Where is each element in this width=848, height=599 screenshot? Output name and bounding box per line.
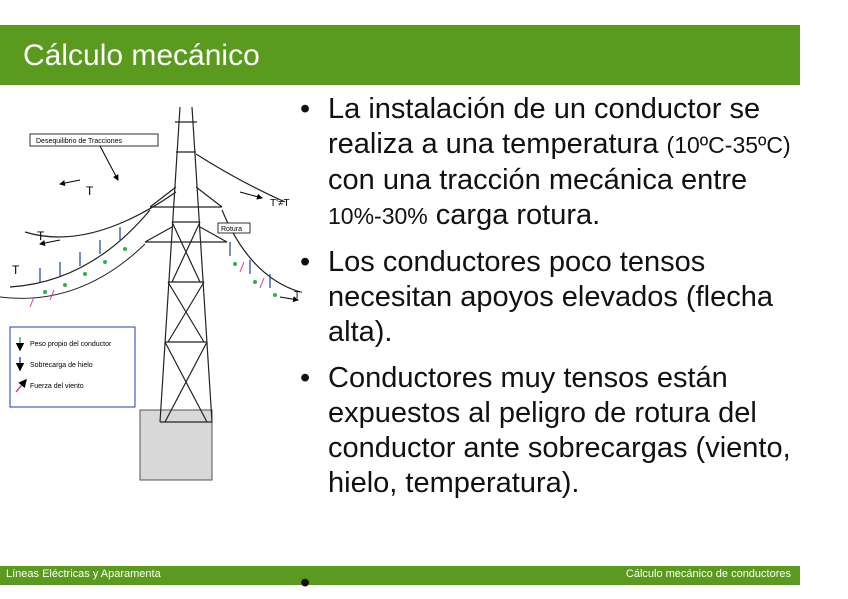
t-prime-label: T' [294, 290, 303, 301]
bullet-1-part-5: carga rotura. [427, 199, 601, 231]
ground-block [140, 410, 212, 480]
tension-arrow-t-neq [240, 192, 262, 198]
wind-load-marks [43, 247, 277, 297]
footer-course-title: Líneas Eléctricas y Aparamenta [6, 568, 161, 580]
t-label-mid: T [37, 229, 45, 243]
legend-hielo: Sobrecarga de hielo [30, 362, 93, 369]
bullet-item-1 [298, 92, 798, 234]
desequilibrio-pointer [100, 146, 118, 180]
t-label-upper: T [86, 184, 94, 198]
conductor-upper-right [196, 154, 285, 202]
desequilibrio-label: Desequilibrio de Tracciones [36, 138, 122, 145]
bullet-symbol: • [300, 362, 311, 394]
t-neq-label: T'≠T [270, 198, 290, 209]
bullet-1-part-1: La instalación de un conductor se realiza a una temperatura [328, 93, 761, 160]
conductor-mid-left [10, 210, 150, 287]
bullet-1-part-4: 10%-30% [328, 203, 428, 229]
slide-title: Cálculo mecánico [23, 39, 260, 72]
t-label-left: T [12, 263, 20, 277]
legend-viento: Fuerza del viento [30, 383, 84, 390]
bullet-item-3 [298, 361, 798, 501]
bullet-1-part-3: con una tracción mecánica entre [328, 164, 748, 196]
bullet-item-2 [298, 245, 798, 350]
footer-topic-title: Cálculo mecánico de conductores [625, 568, 791, 580]
conductor-upper [25, 192, 176, 237]
footer-bar [0, 566, 800, 585]
bullet-symbol: • [300, 93, 311, 125]
legend-peso: Peso propio del conductor [30, 341, 112, 348]
empty-bullet: • [300, 567, 311, 599]
tension-arrow-t-upper [60, 180, 80, 184]
bullet-1-part-2: (10ºC-35ºC) [666, 132, 791, 158]
rotura-label: Rotura [221, 226, 243, 233]
conductor-mid-right [222, 210, 300, 292]
bullet-symbol: • [300, 246, 311, 278]
bullet-list [298, 92, 798, 512]
bullet-2-text: Los conductores poco tensos necesitan apoyos elevados (flecha alta). [328, 246, 773, 348]
tower [145, 107, 227, 422]
bullet-3-text: Conductores muy tensos están expuestos al peligro de rotura del conductor ante sobrecargas (viento, hielo, temperatura). [328, 362, 791, 499]
tower-diagram [0, 92, 310, 487]
